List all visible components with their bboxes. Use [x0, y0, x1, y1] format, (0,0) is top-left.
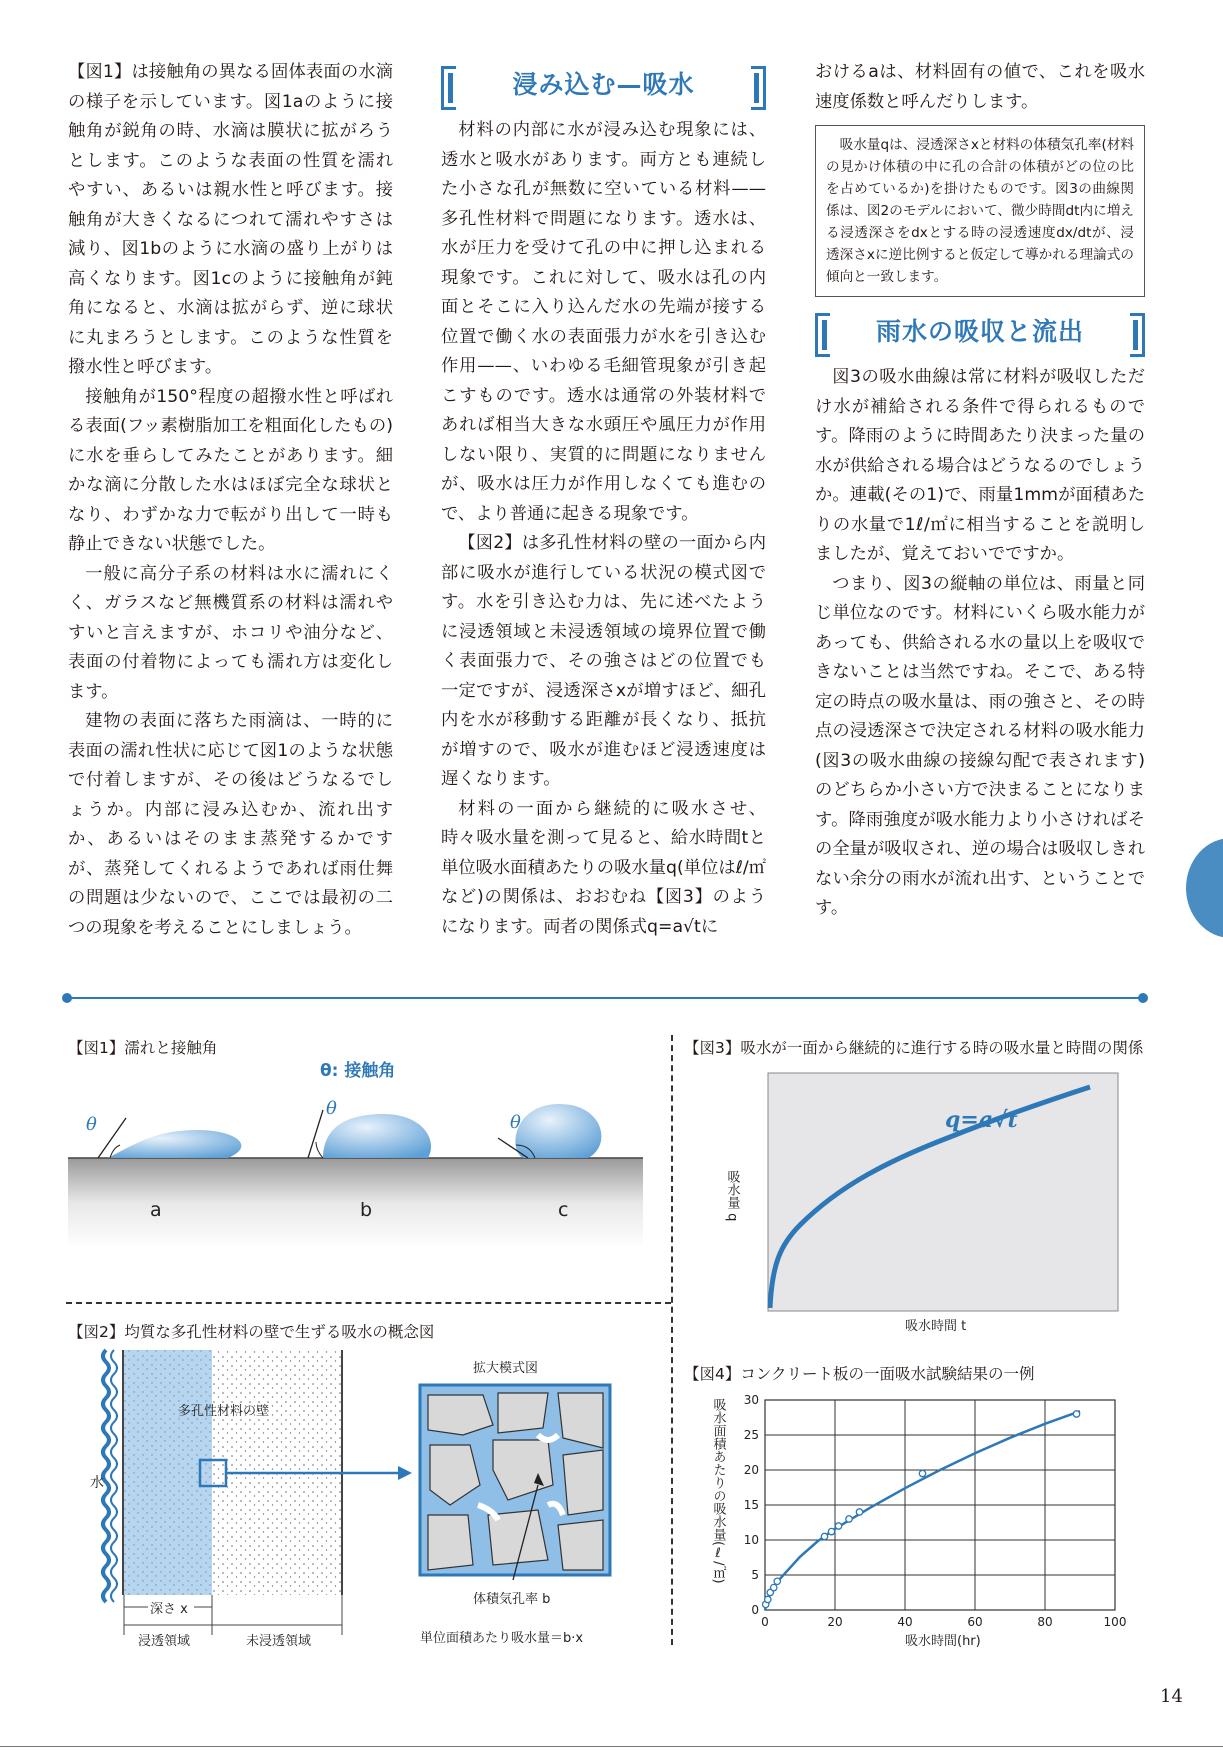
theta-b: θ: [326, 1098, 337, 1119]
droplet-a: [108, 1130, 241, 1158]
text-column-3: [815, 58, 1145, 924]
y-tick-label: 15: [743, 1498, 759, 1512]
data-point: [1073, 1411, 1079, 1417]
fig3-caption: 【図3】吸水が一面から継続的に進行する時の吸水量と時間の関係: [684, 1039, 1144, 1057]
y-tick-label: 30: [743, 1393, 759, 1407]
y-tick-label: 25: [743, 1428, 759, 1442]
paragraph: 図3の吸水曲線は常に材料が吸収しただけ水が補給される条件で得られるものです。降雨のように時間あたり決まった量の水が供給される場合はどうなるのでしょうか。連載(その1)で、雨量1mmが面積あたりの水量で1ℓ/㎡に相当することを説明しましたが、覚えておいでですか。: [815, 367, 1145, 564]
side-tab: [1186, 838, 1223, 938]
chart-ylabel: 吸水面積あたりの吸水量(ℓ/㎡): [710, 1398, 726, 1584]
figure-separator-vertical: [671, 1035, 673, 1645]
label-b: b: [360, 1199, 373, 1221]
svg-text:水: 水: [90, 1475, 104, 1491]
data-point: [919, 1470, 925, 1476]
x-tick-label: 20: [827, 1615, 843, 1629]
paragraph: 建物の表面に落ちた雨滴は、一時的に表面の濡れ性状に応じて図1のような状態で付着しますが、その後はどうなるでしょうか。内部に浸み込むか、流れ出すか、あるいはそのまま蒸発するかですが、蒸発してくれるようであれば雨仕舞の問題は少ないので、ここでは最初の二つの現象を考えることにしましょう。: [68, 711, 393, 938]
theta-a: θ: [86, 1114, 97, 1135]
svg-text:多孔性材料の壁: 多孔性材料の壁: [178, 1404, 270, 1419]
paragraph: つまり、図3の縦軸の単位は、雨量と同じ単位なのです。材料にいくら吸水能力があっても、供給される水の量以上を吸収できないことは当然ですね。そこで、ある特定の時点の吸水量は、雨の強さと、その時点の浸透深さで決定される材料の吸水能力(図3の吸水曲線の接線勾配で表されます)のどちらか小さい方で決まることになります。降雨強度が吸水能力より小さければその全量が吸収され、逆の場合は吸収しきれない余分の雨水が流れ出す、ということです。: [815, 573, 1145, 918]
data-point: [771, 1584, 777, 1590]
y-tick-label: 5: [751, 1568, 759, 1582]
svg-text:吸水量 q: 吸水量 q: [724, 1170, 740, 1222]
svg-text:体積気孔率 b: 体積気孔率 b: [473, 1592, 551, 1607]
y-tick-label: 0: [751, 1603, 759, 1617]
zoom-box: [420, 1385, 610, 1575]
svg-text:q=a√t: q=a√t: [945, 1107, 1018, 1133]
data-point: [856, 1509, 862, 1515]
figure-separator-horizontal: [66, 1302, 671, 1304]
figure-divider: [66, 997, 1144, 999]
data-point: [821, 1533, 827, 1539]
x-tick-label: 0: [761, 1615, 769, 1629]
label-c: c: [558, 1199, 569, 1221]
paragraph: 【図1】は接触角の異なる固体表面の水滴の様子を示しています。図1aのように接触角が鋭角の時、水滴は膜状に拡がろうとします。このような表面の性質を濡れやすい、あるいは親水性と呼びます。接触角が大きくなるにつれて濡れやすさは減り、図1bのように水滴の盛り上がりは高くなります。図1cのように接触角が鈍角になると、水滴は拡がらず、逆に球状に丸まろうとします。このような性質を撥水性と呼びます。: [68, 62, 393, 377]
data-point: [835, 1523, 841, 1529]
svg-text:拡大模式図: 拡大模式図: [473, 1361, 539, 1376]
svg-text:浸透領域: 浸透領域: [138, 1634, 191, 1649]
fig4-chart: [690, 1390, 1130, 1650]
y-tick-label: 10: [743, 1533, 759, 1547]
x-tick-label: 40: [897, 1615, 913, 1629]
fig2-caption: 【図2】均質な多孔性材料の壁で生ずる吸水の概念図: [68, 1323, 435, 1341]
text-column-1: [68, 58, 393, 943]
paragraph: 【図2】は多孔性材料の壁の一面から内部に吸水が進行している状況の模式図です。水を引き込む力は、先に述べたように浸透領域と未浸透領域の境界位置で働く表面張力で、その強さはどの位置でも一定ですが、浸透深さxが増すほど、細孔内を水が移動する距離が長くなり、抵抗が増すので、吸水が進むほど浸透速度は遅くなります。: [441, 533, 766, 789]
text-column-2: [441, 58, 766, 942]
y-tick-label: 20: [743, 1463, 759, 1477]
paragraph: 材料の一面から継続的に吸水させ、時々吸水量を測って見ると、給水時間tと単位吸水面積あたりの吸水量q(単位はℓ/㎡など)の関係は、おおむね【図3】のようになります。両者の関係式q=a√tに: [441, 798, 766, 937]
note-box: 吸水量qは、浸透深さxと材料の体積気孔率(材料の見かけ体積の中に孔の合計の体積がどの位の比を占めているか)を掛けたものです。図3の曲線関係は、図2のモデルにおいて、微少時間dt内に増える浸透深さをdxとする時の浸透速度dx/dtが、浸透深さxに逆比例すると仮定して導かれる理論式の傾向と一致します。: [815, 125, 1145, 297]
data-point: [774, 1578, 780, 1584]
paragraph: 一般に高分子系の材料は水に濡れにくく、ガラスなど無機質系の材料は濡れやすいと言えますが、ホコリや油分など、表面の付着物によっても濡れ方は変化します。: [68, 563, 393, 702]
section-heading-rainwater: 雨水の吸収と流出: [815, 313, 1145, 353]
data-point: [828, 1528, 834, 1534]
paragraph: 接触角が150°程度の超撥水性と呼ばれる表面(フッ素樹脂加工を粗面化したもの)に水を垂らしてみたことがあります。細かな滴に分散した水はほぼ完全な球状となり、わずかな力で転がり出して一時も静止できない状態でした。: [68, 386, 393, 554]
divider-dot: [1138, 993, 1148, 1003]
svg-text:深さ x: 深さ x: [150, 1602, 188, 1617]
data-point: [846, 1516, 852, 1522]
droplet-b: [323, 1114, 431, 1158]
theta-c: θ: [510, 1112, 521, 1133]
data-point: [765, 1596, 771, 1602]
page-number: 14: [1160, 1686, 1183, 1707]
divider-dot: [62, 993, 72, 1003]
x-tick-label: 100: [1103, 1615, 1127, 1629]
x-tick-label: 80: [1037, 1615, 1053, 1629]
section-heading-absorption: 浸み込む—吸水: [441, 66, 766, 106]
paragraph: 材料の内部に水が浸み込む現象には、透水と吸水があります。両方とも連続した小さな孔が無数に空いている材料——多孔性材料で問題になります。透水は、水が圧力を受けて孔の中に押し込まれる現象です。これに対して、吸水は孔の内面とそこに入り込んだ水の先端が接する位置で働く水の表面張力が水を引き込む作用——、いわゆる毛細管現象が引き起こすものです。透水は通常の外装材料であれば相当大きな水頭圧や風圧力が作用しない限り、実質的に問題になりませんが、吸水は圧力が作用しなくても進むので、より普通に起きる現象です。: [441, 120, 766, 524]
label-a: a: [150, 1199, 162, 1221]
fig1-caption: 【図1】濡れと接触角: [68, 1039, 218, 1057]
x-tick-label: 60: [967, 1615, 983, 1629]
droplet-c: [515, 1104, 601, 1158]
svg-text:単位面積あたり吸水量＝b·x: 単位面積あたり吸水量＝b·x: [420, 1631, 584, 1646]
fig4-caption: 【図4】コンクリート板の一面吸水試験結果の一例: [684, 1365, 1035, 1383]
paragraph: おけるaは、材料固有の値で、これを吸水速度係数と呼んだりします。: [815, 62, 1145, 112]
chart-xlabel: 吸水時間(hr): [905, 1634, 981, 1649]
fig1-theta-legend: θ: 接触角: [320, 1061, 396, 1081]
page-bottom-rule: [0, 1746, 1223, 1747]
fig3-diagram: [690, 1065, 1120, 1334]
fig2-diagram: [68, 1345, 658, 1649]
svg-text:吸水時間 t: 吸水時間 t: [905, 1319, 967, 1334]
fig1-diagram: [68, 1090, 643, 1250]
svg-text:未浸透領域: 未浸透領域: [246, 1634, 312, 1649]
